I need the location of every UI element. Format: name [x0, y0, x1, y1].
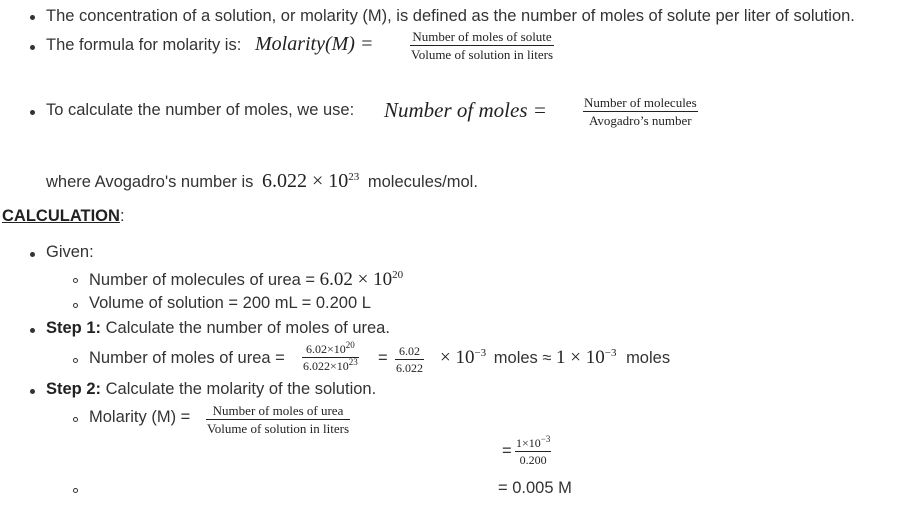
step1-label: Step 1:	[46, 319, 102, 337]
avogadro-prefix: where Avogadro's number is	[46, 173, 254, 191]
fraction-denominator: Volume of solution in liters	[411, 47, 554, 62]
bullet-dot	[30, 110, 35, 115]
bullet-dot	[30, 15, 35, 20]
fraction-denominator: 0.200	[519, 453, 547, 467]
fraction-denominator: $6.022\times 10^{23}$	[303, 357, 358, 373]
fraction-bar	[515, 451, 551, 452]
step1-rest	[440, 347, 670, 369]
step1-moles-approx: moles ≈	[493, 349, 552, 367]
step1-times-factor: × $10^{-3}$	[440, 347, 487, 368]
step1-fraction-molecules	[302, 340, 359, 373]
step1-fraction-ratio	[395, 345, 424, 375]
fraction-denominator: Volume of solution in liters	[207, 421, 350, 436]
bullet-ring	[73, 303, 78, 308]
moles-formula-lhs: Number of moles =	[384, 98, 547, 122]
given-molecules: Number of molecules of urea = $6.02 \times 10^{20}$	[89, 269, 404, 290]
step1-equals: =	[378, 349, 388, 367]
fraction-numerator: Number of moles of urea	[212, 403, 344, 418]
step2-text: Calculate the molarity of the solution.	[105, 380, 377, 398]
avogadro-line	[46, 170, 478, 193]
fraction-bar	[410, 45, 554, 46]
fraction-numerator: 6.02	[399, 344, 420, 358]
fraction-denominator: Avogadro’s number	[588, 113, 692, 128]
bullet-dot	[30, 389, 35, 394]
given-volume: Volume of solution = 200 mL = 0.200 L	[89, 294, 371, 312]
molecules-value: $6.02 \times 10^{20}$	[319, 269, 404, 290]
moles-formula-label: To calculate the number of moles, we use:	[46, 101, 355, 119]
bullet-dot	[30, 328, 35, 333]
fraction-numerator: Number of molecules	[584, 95, 697, 110]
intro-definition: The concentration of a solution, or molarity (M), is defined as the number of moles of solute per liter of solution.	[46, 7, 855, 25]
step2-label: Step 2:	[46, 380, 102, 398]
avogadro-suffix: molecules/mol.	[367, 173, 478, 191]
step2-value-fraction	[515, 434, 551, 467]
molarity-formula-lhs: Molarity(M) =	[255, 33, 374, 55]
fraction-numerator: Number of moles of solute	[412, 29, 552, 44]
bullet-dot	[30, 45, 35, 50]
step1-moles-label: Number of moles of urea =	[89, 349, 285, 367]
step1-result: $1 \times 10^{-3}$	[556, 347, 617, 368]
step2-equals: =	[502, 442, 512, 460]
given-label: Given:	[46, 243, 94, 261]
fraction-bar	[583, 111, 698, 112]
calculation-heading	[2, 207, 125, 226]
step1-line	[46, 319, 390, 338]
bullet-ring	[73, 358, 78, 363]
molarity-formula-label: The formula for molarity is:	[46, 36, 242, 54]
step2-final-result: = 0.005 M	[498, 479, 572, 497]
fraction-denominator: 6.022	[396, 361, 423, 375]
bullet-ring	[73, 417, 78, 422]
bullet-ring	[73, 488, 78, 493]
bullet-dot	[30, 252, 35, 257]
bullet-ring	[73, 278, 78, 283]
step2-line	[46, 380, 376, 399]
calculation-heading-colon: :	[119, 207, 125, 225]
step2-molarity-label: Molarity (M) =	[89, 408, 191, 426]
step1-result-unit: moles	[626, 349, 671, 367]
fraction-numerator: $6.02\times 10^{20}$	[306, 340, 355, 356]
step1-text: Calculate the number of moles of urea.	[105, 319, 390, 337]
fraction-bar	[395, 359, 424, 360]
fraction-numerator: $1\times 10^{-3}$	[516, 434, 551, 450]
step2-molarity-fraction	[206, 404, 350, 436]
molarity-formula-fraction	[410, 30, 554, 62]
fraction-bar	[206, 419, 350, 420]
calculation-heading-text: CALCULATION	[2, 207, 120, 225]
moles-formula-fraction	[583, 96, 698, 128]
avogadro-value: $6.022 \times 10^{23}$	[261, 170, 360, 192]
